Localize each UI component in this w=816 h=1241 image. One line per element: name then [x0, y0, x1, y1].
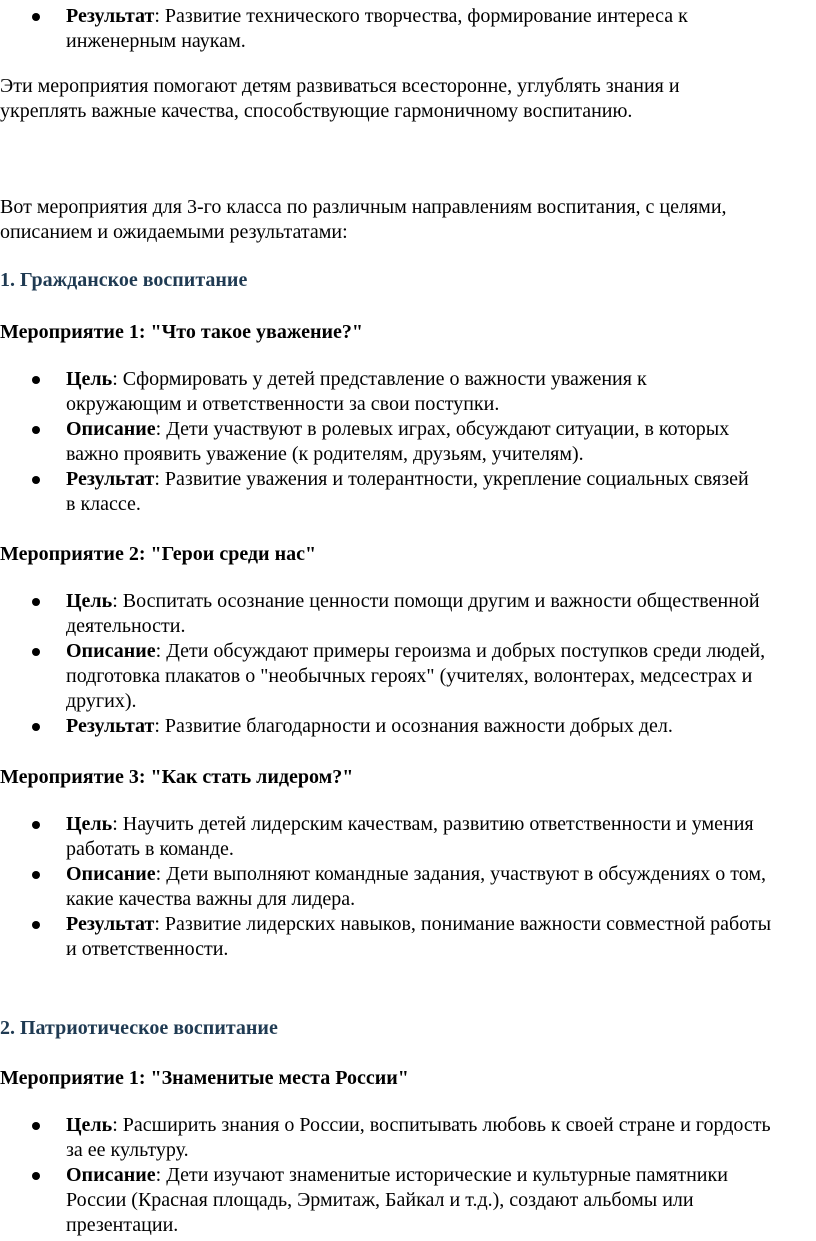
event-bullet-list: [0, 367, 760, 517]
bullet-icon: [32, 426, 40, 434]
item-label: Результат: [66, 5, 155, 27]
item-text: : Дети обсуждают примеры героизма и добрых поступков среди людей, подготовка плакатов о "необычных героях" (учителях, волонтерах, медсестрах и других).: [66, 640, 766, 712]
event-heading: Мероприятие 2: "Герои среди нас": [0, 543, 317, 565]
item-label: Описание: [66, 1164, 156, 1186]
item-label: Цель: [66, 1114, 113, 1136]
item-label: Описание: [66, 640, 156, 662]
item-text: : Воспитать осознание ценности помощи другим и важности общественной деятельности.: [66, 590, 760, 637]
event-heading: Мероприятие 3: "Как стать лидером?": [0, 766, 354, 788]
item-text: : Дети участвуют в ролевых играх, обсуждают ситуации, в которых важно проявить уважение (к родителям, друзьям, учителям).: [66, 418, 730, 465]
item-text: : Развитие уважения и толерантности, укрепление социальных связей в классе.: [66, 468, 749, 515]
item-text: : Сформировать у детей представление о важности уважения к окружающим и ответственности за свои поступки.: [66, 368, 647, 415]
bullet-icon: [32, 723, 40, 731]
event-bullet-list: [0, 589, 780, 739]
bullet-icon: [32, 13, 40, 21]
list-item: [0, 589, 780, 639]
bullet-icon: [32, 921, 40, 929]
list-item: [0, 862, 814, 912]
list-item: [0, 4, 790, 54]
item-label: Цель: [66, 813, 113, 835]
bullet-icon: [32, 476, 40, 484]
intro-paragraph: Вот мероприятия для 3-го класса по различным направлениям воспитания, с целями, описанием и ожидаемыми результатами:: [0, 196, 727, 243]
list-item: [0, 639, 780, 714]
item-text: : Научить детей лидерским качествам, развитию ответственности и умения работать в команде.: [66, 813, 754, 860]
list-item: [0, 812, 814, 862]
summary-paragraph: Эти мероприятия помогают детям развиваться всесторонне, углублять знания и укреплять важные качества, способствующие гармоничному воспитанию.: [0, 75, 680, 122]
bullet-icon: [32, 1172, 40, 1180]
item-label: Описание: [66, 863, 156, 885]
list-item: [0, 1113, 790, 1163]
list-item: [0, 367, 760, 417]
section-heading: 2. Патриотическое воспитание: [0, 1017, 278, 1039]
item-label: Цель: [66, 590, 113, 612]
event-heading: Мероприятие 1: "Знаменитые места России": [0, 1067, 409, 1089]
list-item: [0, 417, 760, 467]
event-bullet-list: [0, 1113, 790, 1238]
item-text: : Расширить знания о России, воспитывать любовь к своей стране и гордость за ее культуру.: [66, 1114, 771, 1161]
list-item: [0, 714, 780, 739]
event-heading: Мероприятие 1: "Что такое уважение?": [0, 321, 363, 343]
bullet-icon: [32, 1122, 40, 1130]
item-label: Результат: [66, 468, 155, 490]
item-text: : Дети выполняют командные задания, участвуют в обсуждениях о том, какие качества важны для лидера.: [66, 863, 767, 910]
bullet-icon: [32, 598, 40, 606]
item-text: : Развитие благодарности и осознания важности добрых дел.: [154, 715, 673, 737]
list-item: [0, 1163, 790, 1238]
item-text: : Развитие технического творчества, формирование интереса к инженерным наукам.: [66, 5, 688, 52]
item-label: Цель: [66, 368, 113, 390]
list-item: [0, 912, 814, 962]
item-label: Результат: [66, 913, 155, 935]
item-label: Описание: [66, 418, 156, 440]
bullet-icon: [32, 648, 40, 656]
item-text: : Развитие лидерских навыков, понимание важности совместной работы и ответственности.: [66, 913, 772, 960]
bullet-icon: [32, 376, 40, 384]
top-bullet-list: [0, 4, 790, 54]
event-bullet-list: [0, 812, 814, 962]
section-heading: 1. Гражданское воспитание: [0, 269, 248, 291]
list-item: [0, 467, 760, 517]
bullet-icon: [32, 871, 40, 879]
bullet-icon: [32, 821, 40, 829]
item-label: Результат: [66, 715, 155, 737]
item-text: : Дети изучают знаменитые исторические и культурные памятники России (Красная площадь, Эрмитаж, Байкал и т.д.), создают альбомы или презентации.: [66, 1164, 728, 1236]
